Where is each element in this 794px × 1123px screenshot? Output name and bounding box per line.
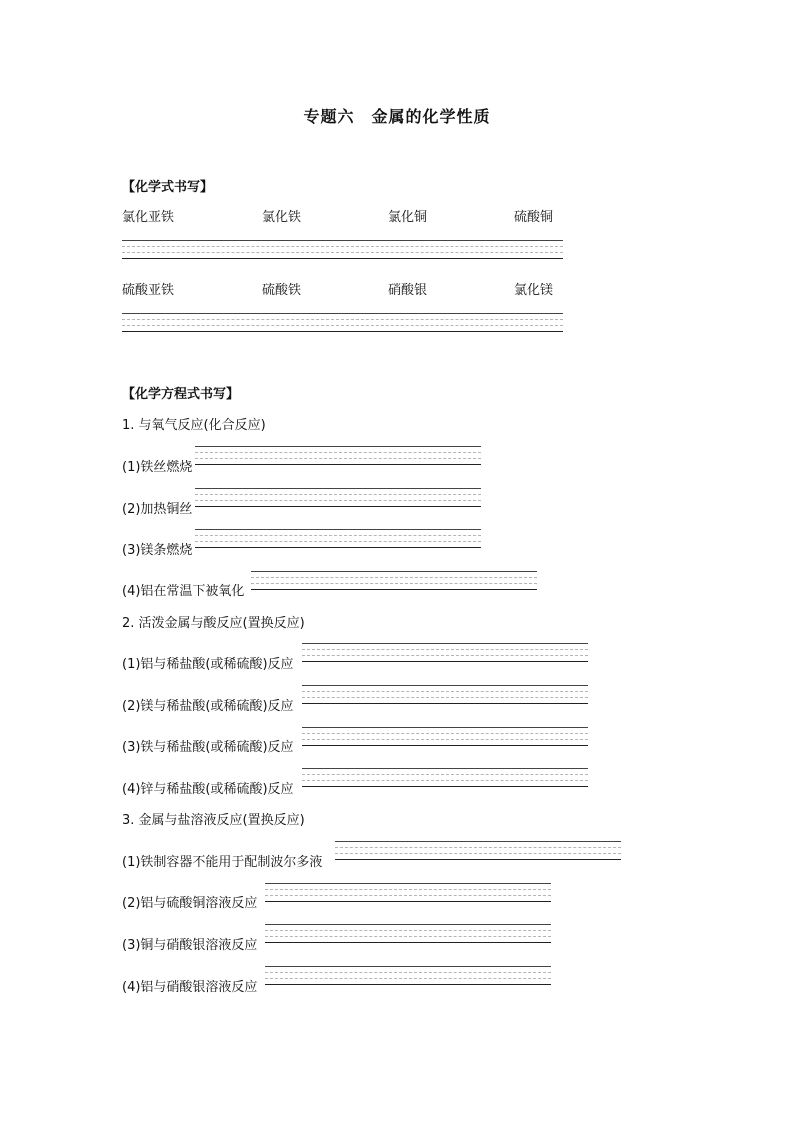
- formula-label: 氯化镁: [514, 283, 554, 298]
- equation-label: (3)镁条燃烧: [122, 543, 193, 558]
- equation-label: (3)铜与硝酸银溶液反应: [122, 938, 258, 953]
- formula-label: 硫酸铁: [262, 283, 302, 298]
- equation-label: (4)锌与稀盐酸(或稀硫酸)反应: [122, 782, 294, 797]
- group-title: 2. 活泼金属与酸反应(置换反应): [122, 616, 305, 631]
- equation-writing-lines[interactable]: [302, 768, 588, 786]
- equation-writing-lines[interactable]: [302, 685, 588, 703]
- equation-writing-lines[interactable]: [195, 529, 481, 547]
- equation-writing-lines[interactable]: [195, 488, 481, 506]
- group-title: 1. 与氧气反应(化合反应): [122, 418, 266, 433]
- equation-writing-lines[interactable]: [265, 924, 551, 942]
- formula-label: 硝酸银: [388, 283, 428, 298]
- equation-writing-lines[interactable]: [265, 966, 551, 984]
- equation-label: (4)铝在常温下被氧化: [122, 584, 245, 599]
- equation-section-heading: 【化学方程式书写】: [122, 387, 240, 402]
- equation-writing-lines[interactable]: [302, 727, 588, 745]
- equation-writing-lines[interactable]: [335, 841, 621, 859]
- formula-label: 氯化铁: [262, 210, 302, 225]
- equation-label: (2)加热铜丝: [122, 502, 193, 517]
- equation-label: (1)铝与稀盐酸(或稀硫酸)反应: [122, 657, 294, 672]
- equation-writing-lines[interactable]: [302, 643, 588, 661]
- formula-writing-lines[interactable]: [122, 240, 563, 258]
- formula-label: 氯化亚铁: [122, 210, 175, 225]
- formula-writing-lines[interactable]: [122, 313, 563, 331]
- equation-writing-lines[interactable]: [265, 883, 551, 901]
- equation-label: (3)铁与稀盐酸(或稀硫酸)反应: [122, 740, 294, 755]
- equation-writing-lines[interactable]: [195, 446, 481, 464]
- equation-label: (2)镁与稀盐酸(或稀硫酸)反应: [122, 699, 294, 714]
- equation-label: (1)铁丝燃烧: [122, 460, 193, 475]
- equation-label: (1)铁制容器不能用于配制波尔多液: [122, 855, 323, 870]
- equation-writing-lines[interactable]: [251, 571, 537, 589]
- equation-label: (4)铝与硝酸银溶液反应: [122, 980, 258, 995]
- formula-label: 氯化铜: [388, 210, 428, 225]
- group-title: 3. 金属与盐溶液反应(置换反应): [122, 813, 305, 828]
- formula-label: 硫酸铜: [514, 210, 554, 225]
- page-title: 专题六 金属的化学性质: [303, 107, 491, 126]
- equation-label: (2)铝与硫酸铜溶液反应: [122, 896, 258, 911]
- formula-label: 硫酸亚铁: [122, 283, 175, 298]
- formula-section-heading: 【化学式书写】: [122, 180, 214, 195]
